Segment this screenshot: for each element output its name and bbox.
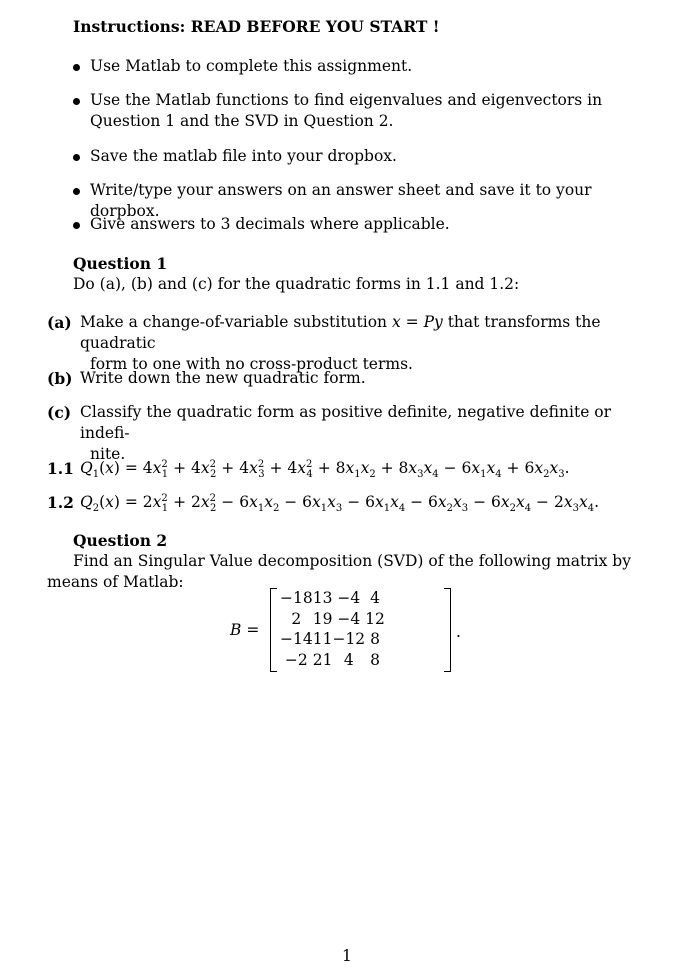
matrix-cell: −14 [280,630,313,648]
matrix-cell: 19 [312,609,333,628]
question2-heading: Question 2 [73,531,168,550]
matrix-period: . [456,623,461,641]
part-text-a: Make a change-of-variable substitution x = Py that transforms the quadratic form to one with no cross-product terms. [80,313,601,373]
page-number: 1 [342,947,352,965]
form-label-1-2: 1.2 [47,493,74,512]
matrix-cell: 8 [370,650,380,669]
bullet-dot [73,64,80,71]
matrix-cell: 4 [343,650,354,669]
matrix-row [280,650,385,671]
question2-line1: Find an Singular Value decomposition (SVD) of the following matrix by [73,552,631,570]
bullet-item: Give answers to 3 decimals where applicable. [90,215,450,233]
part-label-a: (a) [47,313,72,332]
matrix-cell: 11 [312,630,333,648]
matrix-left-bracket [270,588,277,672]
matrix-cell: 4 [370,589,380,607]
quadratic-form-1-2: $Q_2(x) = 2x^2_1 + 2x^2_2 - 6x_1x_2 - 6x_1x_3 - 6x_1x_4 - 6x_2x_3 - 6x_2x_4 - 2x_3x_4$. [80,492,600,515]
matrix-cell: 8 [370,630,380,648]
matrix-row [280,588,385,609]
form-label-1-1: 1.1 [47,459,74,478]
instructions-title: Instructions: READ BEFORE YOU START ! [73,17,440,36]
question1-intro: Do (a), (b) and (c) for the quadratic forms in 1.1 and 1.2: [73,275,520,293]
bullet-dot [73,98,80,105]
quadratic-form-1-1: $Q_1(x) = 4x^2_1 + 4x^2_2 + 4x^2_3 + 4x^2_4 + 8x_1x_2 + 8x_3x_4 - 6x_1x_4 + 6x_2x_3$. [80,458,570,481]
matrix-cell: 12 [365,609,385,628]
matrix-cell: −12 [332,630,366,648]
question2-line2: means of Matlab: [47,573,184,591]
bullet-dot [73,154,80,161]
bullet-item: Use the Matlab functions to find eigenvalues and eigenvectors in Question 1 and the SVD in Question 2. [90,91,603,130]
bullet-item: Write/type your answers on an answer sheet and save it to your dorpbox. [90,181,592,220]
matrix-right-bracket [444,588,451,672]
bullet-dot [73,188,80,195]
matrix-cell: −18 [280,589,313,607]
matrix-cell: 21 [312,650,333,669]
matrix-row [280,629,385,650]
matrix-cell: −4 [337,609,361,628]
part-label-b: (b) [47,369,73,388]
part-text-b: Write down the new quadratic form. [80,369,366,387]
part-text-c: Classify the quadratic form as positive definite, negative definite or indefi- nite. [80,403,612,463]
question1-heading: Question 1 [73,254,168,273]
matrix-row [280,609,385,630]
matrix-cell: −4 [337,589,361,607]
bullet-item: Save the matlab file into your dropbox. [90,147,397,165]
bullet-dot [73,222,80,229]
matrix-cell: 2 [291,609,302,628]
matrix-cell: −2 [284,650,308,669]
matrix-cell: 13 [312,589,333,607]
part-label-c: (c) [47,403,72,422]
bullet-item: Use Matlab to complete this assignment. [90,57,413,75]
matrix-table [280,588,385,670]
matrix-name: B = [230,621,260,639]
